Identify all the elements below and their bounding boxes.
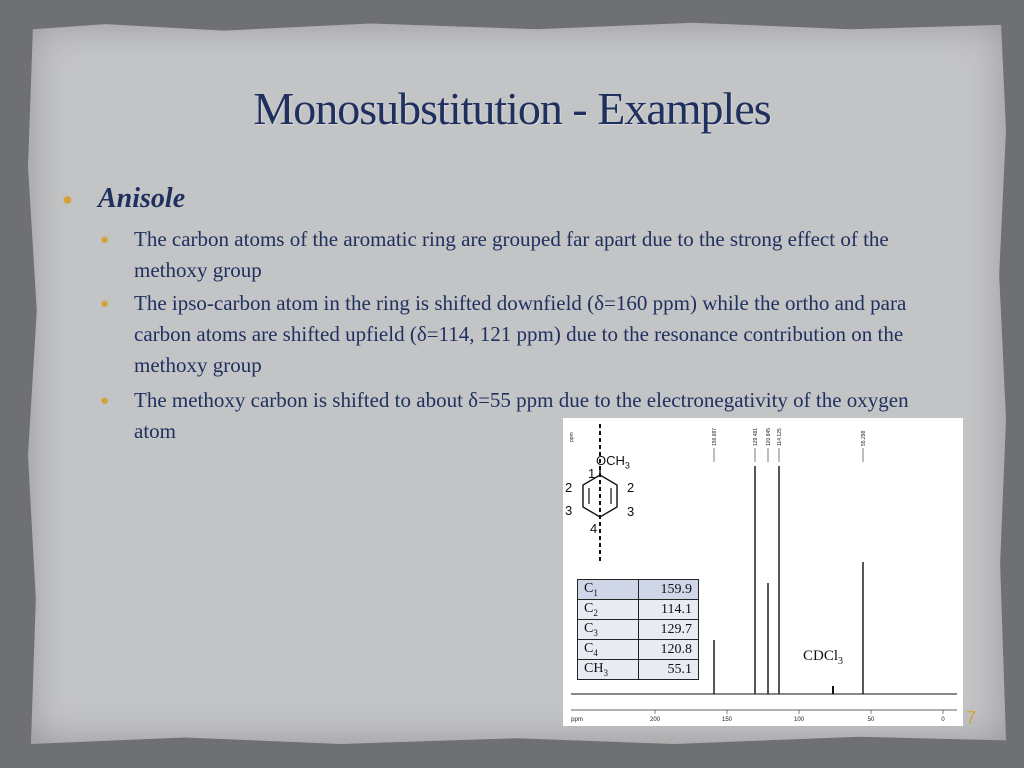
table-row bbox=[578, 580, 699, 600]
bullet-icon: ● bbox=[100, 393, 110, 409]
bullet-3-text: The methoxy carbon is shifted to about δ=55 ppm due to the electronegativity of the oxygen atom bbox=[134, 388, 909, 443]
axis-tick-label: 100 bbox=[793, 717, 805, 723]
peak-label: 55.298 bbox=[861, 430, 867, 446]
bullet-1 bbox=[100, 224, 940, 286]
axis-tick-label: 50 bbox=[867, 717, 875, 723]
peak-label: 120.845 bbox=[766, 427, 772, 446]
bullet-icon: ● bbox=[100, 296, 110, 312]
shift-cell: 129.7 bbox=[639, 620, 699, 640]
carbon-cell: $C_3$ bbox=[578, 620, 639, 640]
position-2-right: 2 bbox=[627, 480, 635, 495]
table-row bbox=[578, 600, 699, 620]
bullet-1-text: The carbon atoms of the aromatic ring are grouped far apart due to the strong effect of the methoxy group bbox=[134, 227, 889, 282]
bullet-icon: ● bbox=[62, 189, 73, 209]
bullet-2 bbox=[100, 288, 940, 381]
carbon-cell: $C_2$ bbox=[578, 600, 639, 620]
shift-cell: 120.8 bbox=[639, 640, 699, 660]
shift-cell: 159.9 bbox=[639, 580, 699, 600]
bullet-2-text: The ipso-carbon atom in the ring is shifted downfield (δ=160 ppm) while the ortho and para carbon atoms are shifted upfield (δ=114, 121 ppm) due to the resonance contribution on the methoxy group bbox=[134, 291, 907, 377]
peak-label: 159.887 bbox=[712, 427, 718, 446]
page-number: 7 bbox=[966, 708, 977, 728]
bullet-icon: ● bbox=[100, 232, 110, 248]
table-row bbox=[578, 640, 699, 660]
table-row bbox=[578, 660, 699, 680]
axis-tick-label: 150 bbox=[721, 717, 733, 723]
position-4: 4 bbox=[590, 521, 598, 536]
anisole-structure bbox=[583, 424, 617, 564]
chemical-shift-table bbox=[577, 579, 699, 680]
axis-tick-label: 0 bbox=[941, 717, 945, 723]
carbon-cell: $C_4$ bbox=[578, 640, 639, 660]
axis-tick-label: ppm bbox=[571, 717, 583, 723]
position-1: 1 bbox=[588, 466, 596, 481]
position-3-right: 3 bbox=[627, 504, 635, 519]
axis-unit-label: ppm bbox=[569, 432, 575, 442]
slide-title: Monosubstitution - Examples bbox=[253, 83, 771, 134]
peak-leaders bbox=[714, 448, 863, 462]
heading-anisole: Anisole bbox=[98, 183, 186, 214]
shift-cell: 114.1 bbox=[639, 600, 699, 620]
position-3-left: 3 bbox=[565, 503, 573, 518]
carbon-cell: $CH_3$ bbox=[578, 660, 639, 680]
table-row bbox=[578, 620, 699, 640]
carbon-cell: $C_1$ bbox=[578, 580, 639, 600]
axis-tick-label: 200 bbox=[649, 717, 661, 723]
peak-label: 129.481 bbox=[753, 427, 759, 446]
solvent-label: CDCl$_3$ bbox=[803, 648, 844, 667]
position-2-left: 2 bbox=[565, 480, 573, 495]
shift-cell: 55.1 bbox=[639, 660, 699, 680]
substituent-label: $OCH_3$ bbox=[596, 453, 630, 471]
peak-label: 114.125 bbox=[777, 428, 783, 446]
